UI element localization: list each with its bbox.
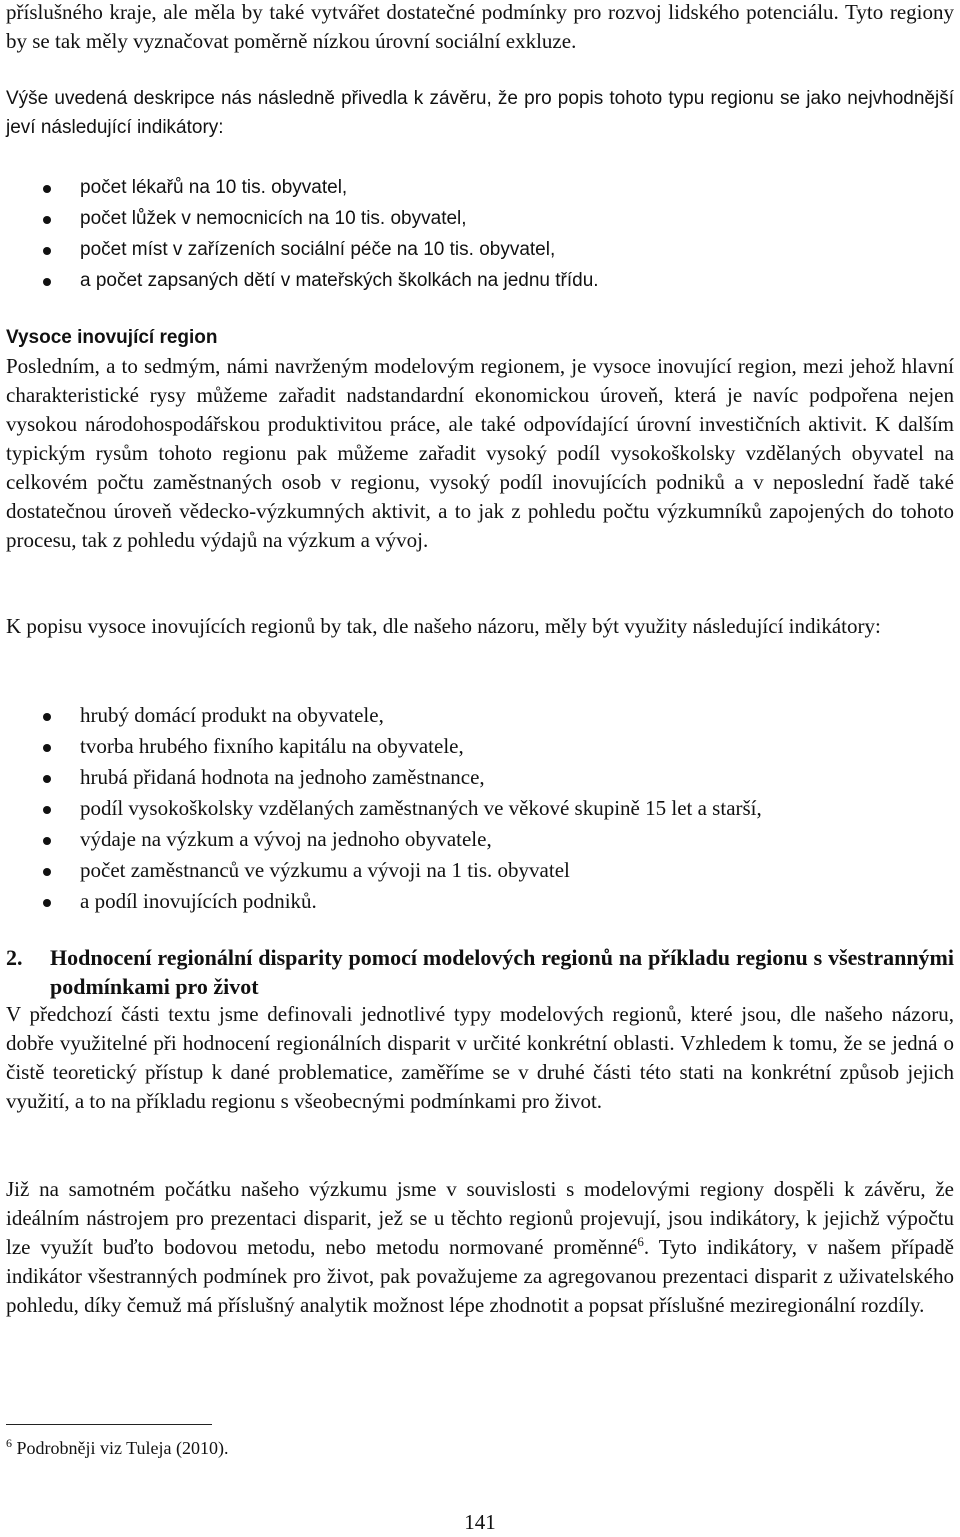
bullet-icon bbox=[43, 744, 51, 752]
bullet-icon bbox=[43, 806, 51, 814]
list-item: počet lékařů na 10 tis. obyvatel, bbox=[6, 173, 954, 204]
bullet-icon bbox=[43, 713, 51, 721]
footnote-reference: 6 bbox=[637, 1234, 644, 1249]
paragraph-indicators-intro: Výše uvedená deskripce nás následně přivedla k závěru, že pro popis tohoto typu regionu se jako nejvhodnější jeví následující indikátory: bbox=[6, 88, 954, 138]
paragraph-section-1: V předchozí části textu jsme definovali jednotlivé typy modelových regionů, které jsou, dle našeho názoru, dobře využitelné při hodnocení regionálních disparit v určité konkrétní oblasti. Vzhledem k tomu, že se jedná o čistě teoretický přístup k dané problematice, zaměříme se v druhé části této stati na konkrétní způsob jejich využití, a to na příkladu regionu s všeobecnými podmínkami pro život. bbox=[6, 1002, 954, 1113]
footnote-text: Podrobněji viz Tuleja (2010). bbox=[12, 1438, 229, 1458]
section-heading bbox=[6, 943, 954, 1001]
list-item: počet zaměstnanců ve výzkumu a vývoji na 1 tis. obyvatel bbox=[6, 856, 954, 887]
paragraph-intro-continuation: příslušného kraje, ale měla by také vytvářet dostatečné podmínky pro rozvoj lidského potenciálu. Tyto regiony by se tak měly vyznačovat poměrně nízkou úrovní sociální exkluze. bbox=[6, 0, 954, 53]
bullet-icon bbox=[43, 216, 51, 224]
bullet-icon bbox=[43, 868, 51, 876]
section-number: 2. bbox=[6, 945, 23, 970]
section-title: Hodnocení regionální disparity pomocí modelových regionů na příkladu regionu s všestrannými podmínkami pro život bbox=[50, 945, 954, 999]
subheading-innovative-region: Vysoce inovující region bbox=[6, 327, 218, 348]
bullet-icon bbox=[43, 185, 51, 193]
list-item: a počet zapsaných dětí v mateřských školkách na jednu třídu. bbox=[6, 266, 954, 297]
bullet-icon bbox=[43, 837, 51, 845]
indicator-list-1 bbox=[6, 173, 954, 297]
bullet-icon bbox=[43, 247, 51, 255]
bullet-icon bbox=[43, 775, 51, 783]
list-item: hrubý domácí produkt na obyvatele, bbox=[6, 701, 954, 732]
bullet-icon bbox=[43, 899, 51, 907]
list-item: počet míst v zařízeních sociální péče na 10 tis. obyvatel, bbox=[6, 235, 954, 266]
indicator-list-2 bbox=[6, 701, 954, 918]
list-item: a podíl inovujících podniků. bbox=[6, 887, 954, 918]
list-item: výdaje na výzkum a vývoj na jednoho obyvatele, bbox=[6, 825, 954, 856]
footnote-divider bbox=[6, 1424, 212, 1425]
list-item: hrubá přidaná hodnota na jednoho zaměstnance, bbox=[6, 763, 954, 794]
paragraph-innovative-region: Posledním, a to sedmým, námi navrženým modelovým regionem, je vysoce inovující region, mezi jehož hlavní charakteristické rysy můžeme zařadit nadstandardní ekonomickou úroveň, která je navíc podpořena nejen vysokou národohospodářskou produktivitou práce, ale také odpovídající úrovní investičních aktivit. K dalším typickým rysům tohoto regionu pak můžeme zařadit vysoký podíl vysokoškolsky vzdělaných obyvatel na celkovém počtu zaměstnaných osob v regionu, vysoký podíl inovujících podniků a v neposlední řadě také dostatečnou úroveň vědecko-výzkumných aktivit, a to jak z pohledu počtu výzkumníků zapojených do tohoto procesu, tak z pohledu výdajů na výzkum a vývoj. bbox=[6, 354, 954, 552]
page-number: 141 bbox=[464, 1510, 496, 1534]
list-item: tvorba hrubého fixního kapitálu na obyvatele, bbox=[6, 732, 954, 763]
footnote-mark: 6 bbox=[6, 1436, 12, 1450]
list-item: podíl vysokoškolsky vzdělaných zaměstnaných ve věkové skupině 15 let a starší, bbox=[6, 794, 954, 825]
footnote bbox=[6, 1438, 229, 1459]
list-item: počet lůžek v nemocnicích na 10 tis. obyvatel, bbox=[6, 204, 954, 235]
paragraph-section-2: Již na samotném počátku našeho výzkumu jsme v souvislosti s modelovými regiony dospěli k závěru, že ideálním nástrojem pro prezentaci disparit, jež se u těchto regionů projevují, jsou indikátory, k jejichž výpočtu lze využít buďto bodovou metodu, nebo metodu normované proměnné$^6$. Tyto indikátory, v našem případě indikátor všestranných podmínek pro život, pak považujeme za agregovanou prezentaci disparit z uživatelského pohledu, díky čemuž má příslušný analytik možnost lépe zhodnotit a popsat příslušné meziregionální rozdíly. bbox=[6, 1177, 954, 1317]
paragraph-indicators-2-intro: K popisu vysoce inovujících regionů by tak, dle našeho názoru, měly být využity následující indikátory: bbox=[6, 614, 881, 638]
bullet-icon bbox=[43, 278, 51, 286]
